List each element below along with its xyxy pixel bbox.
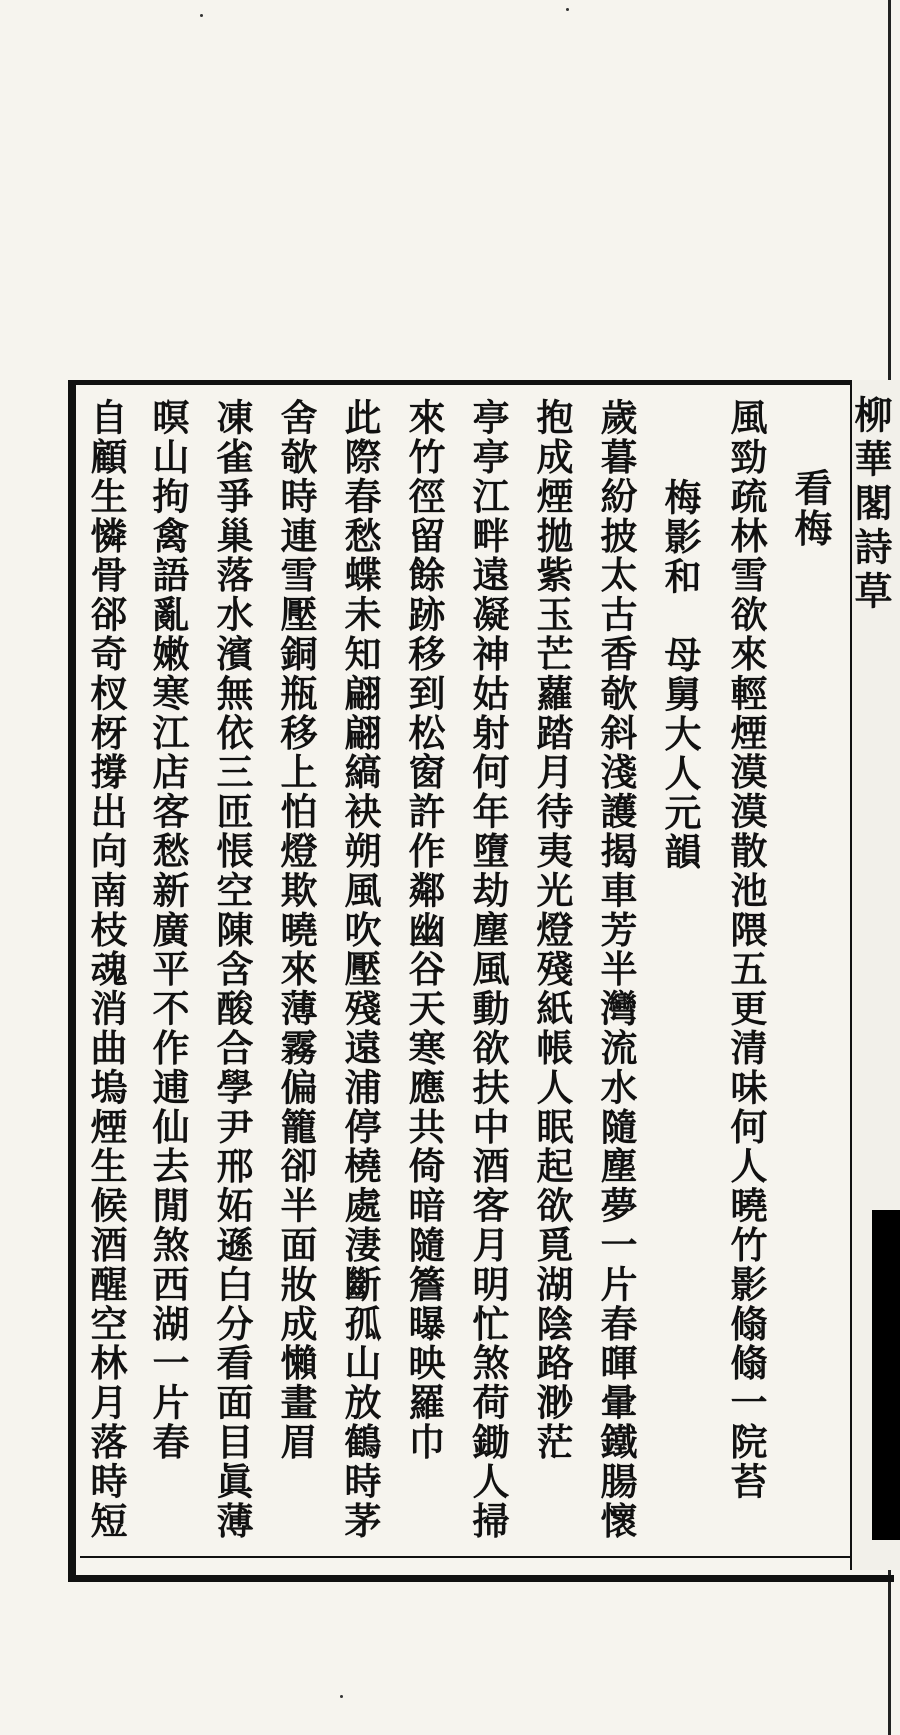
ink-speck xyxy=(340,1695,343,1698)
text-column-3: 抱成煙拋紫玉芒蘿踏月待夷光燈殘紙帳人眠起欲覓湖陰路渺茫 xyxy=(530,398,574,1462)
text-column-10: 自顧生憐骨郤奇杈枒撐出向南枝魂消曲塢煙生候酒醒空林月落時短 xyxy=(84,398,128,1541)
ink-speck xyxy=(566,8,569,11)
ink-speck xyxy=(200,14,203,17)
poem-title-1: 看梅 xyxy=(788,468,833,549)
frame-bottom-rule xyxy=(80,1556,886,1558)
text-column-1: 風勁疏林雪欲來輕煙漠漠散池隈五更清味何人曉竹影翛翛一院苔 xyxy=(724,398,768,1502)
book-title: 柳華閣詩草 xyxy=(848,395,893,615)
text-column-9: 暝山拘禽語亂嫩寒江店客愁新廣平不作逋仙去閒煞西湖一片春 xyxy=(146,398,190,1462)
poem-title-2: 梅影和 母舅大人元韻 xyxy=(658,478,702,872)
text-column-7: 舍欹時連雪壓銅瓶移上怕燈欺曉來薄霧偏籠卻半面妝成懶畫眉 xyxy=(274,398,318,1462)
text-column-2: 歲暮紛披太古香欹斜淺護揭車芳半灣流水隨塵夢一片春暉暈鐵腸懷 xyxy=(594,398,638,1541)
text-column-4: 亭亭江畔遠凝神姑射何年墮劫塵風動欲扶中酒客月明忙煞荷鋤人掃 xyxy=(466,398,510,1541)
text-column-6: 此際春愁蝶未知翩翩縞袂朔風吹壓殘遠浦停橈處淒斷孤山放鶴時茅 xyxy=(338,398,382,1541)
text-column-5: 來竹徑留餘跡移到松窗許作鄰幽谷天寒應共倚暗隨簷曝映羅巾 xyxy=(402,398,446,1462)
text-column-8: 凍雀爭巢落水濱無依三匝悵空陳含酸合學尹邢妬遜白分看面目眞薄 xyxy=(210,398,254,1541)
fishtail-mark xyxy=(872,1210,900,1540)
